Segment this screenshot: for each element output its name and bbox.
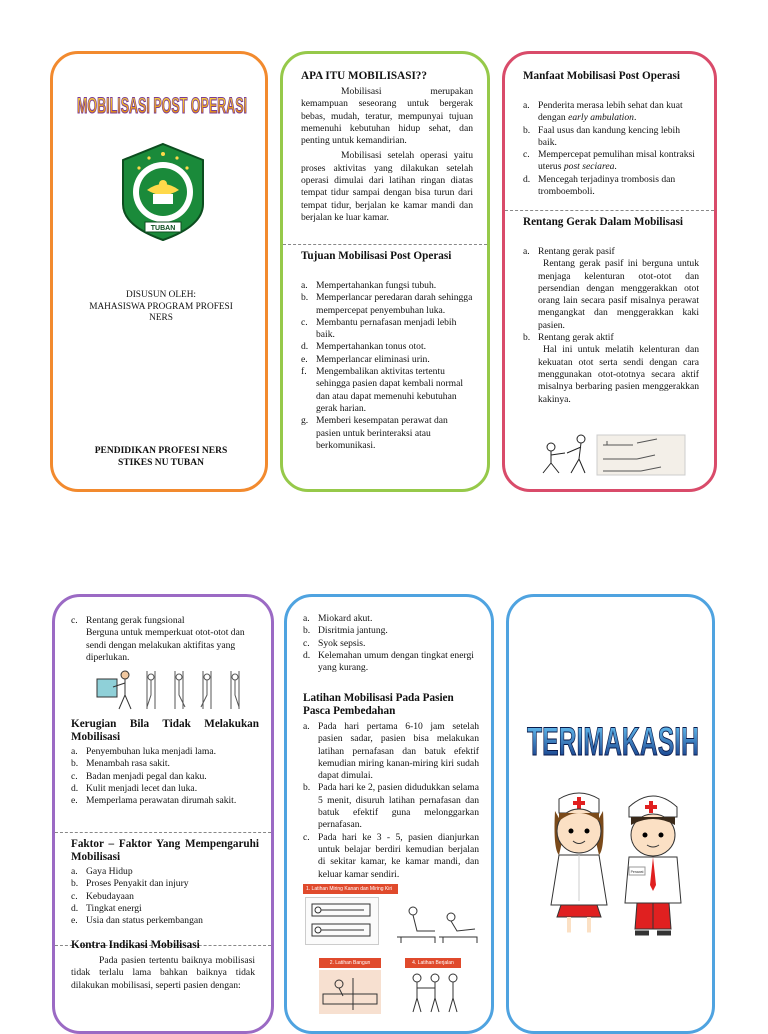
list-item: d. Kelemahan umum dengan tingkat energi yang kurang. bbox=[303, 649, 474, 674]
list-item: a. Penyembuhan luka menjadi lama. bbox=[71, 746, 217, 757]
exercise-illustration bbox=[395, 897, 479, 947]
fungsional-block bbox=[71, 615, 259, 664]
kontra-heading: Kontra Indikasi Mobilisasi bbox=[71, 939, 200, 951]
manfaat-heading: Manfaat Mobilisasi Post Operasi bbox=[523, 70, 680, 82]
list-item: g. Memberi kesempatan perawat dan pasien untuk berinteraksi atau berkomunikasi. bbox=[301, 415, 448, 451]
author-line: NERS bbox=[149, 313, 173, 323]
list-item: c. Kebudayaan bbox=[71, 890, 134, 902]
institution-line: PENDIDIKAN PROFESI NERS bbox=[94, 446, 228, 456]
list-item: b. Disritmia jantung. bbox=[303, 625, 388, 637]
definition-text bbox=[301, 86, 473, 224]
rentang-heading: Rentang Gerak Dalam Mobilisasi bbox=[523, 216, 684, 228]
tujuan-heading: Tujuan Mobilisasi Post Operasi bbox=[301, 250, 452, 262]
list-item: b. Proses Penyakit dan injury bbox=[71, 878, 189, 890]
list-item: a. Mempertahankan fungsi tubuh. bbox=[301, 280, 437, 291]
author-block bbox=[63, 290, 259, 325]
definition-panel bbox=[280, 51, 490, 492]
nurse-illustration bbox=[617, 789, 689, 939]
image-caption: 4. Latihan Berjalan bbox=[405, 958, 461, 968]
definition-heading: APA ITU MOBILISASI?? bbox=[301, 70, 427, 82]
cover-title: MOBILISASI POST OPERASI bbox=[77, 93, 248, 118]
list-item: c. Mempercepat pemulihan misal kontraksi uterus post seciarea. bbox=[523, 149, 695, 173]
closing-panel bbox=[506, 594, 715, 1034]
exercise-illustration bbox=[405, 970, 463, 1014]
list-item: a. Miokard akut. bbox=[303, 613, 373, 624]
section-divider bbox=[55, 832, 271, 833]
latihan-heading: Latihan Mobilisasi Pada Pasien Pasca Pembedahan bbox=[303, 692, 454, 717]
benefits-panel bbox=[502, 51, 717, 492]
rentang-list bbox=[523, 246, 699, 406]
school-logo bbox=[117, 142, 209, 242]
exercise-illustration bbox=[537, 429, 687, 479]
definition-para: Mobilisasi merupakan kemampuan seseorang untuk bergerak bebas, mudah, teratur, mempunyai tujuan memenuhi kebutuhan hidup sehat, dan penting untuk kemandirian. bbox=[301, 86, 473, 147]
list-item: a. Penderita merasa lebih sehat dan kuat dengan early ambulation. bbox=[523, 100, 683, 124]
list-item: e. Memperlancar eliminasi urin. bbox=[301, 353, 430, 365]
name-badge: Perawat bbox=[630, 870, 644, 874]
list-item: b. Memperlancar peredaran darah sehingga mempercepat penyembuhan luka. bbox=[301, 292, 473, 316]
manfaat-list bbox=[523, 100, 699, 198]
institution-line: STIKES NU TUBAN bbox=[118, 458, 204, 468]
list-item: a. Pada hari pertama 6-10 jam setelah pasien sadar, pasien bisa melakukan latihan pernafasan dan batuk efektif kemudian miring kanan-miring kiri sudah dapat dimulai. bbox=[303, 721, 479, 782]
kerugian-heading: Kerugian Bila Tidak Melakukan Mobilisasi bbox=[71, 718, 259, 743]
list-item: b. Rentang gerak aktif bbox=[523, 332, 614, 344]
list-item: b. Menambah rasa sakit. bbox=[71, 758, 170, 770]
author-line: DISUSUN OLEH: bbox=[126, 290, 196, 300]
list-item: d. Kulit menjadi lecet dan luka. bbox=[71, 782, 198, 794]
list-item: c. Badan menjadi pegal dan kaku. bbox=[71, 770, 207, 782]
exercise-illustration bbox=[319, 970, 381, 1014]
list-item: a. Gaya Hidup bbox=[71, 866, 133, 877]
functional-panel bbox=[52, 594, 274, 1034]
exercise-illustration bbox=[305, 897, 379, 945]
latihan-list bbox=[303, 721, 479, 881]
fungsional-text: Berguna untuk memperkuat otot-otot dan sendi dengan melakukan aktifitas yang diperlukan. bbox=[86, 627, 245, 663]
author-line: MAHASISWA PROGRAM PROFESI bbox=[89, 301, 233, 312]
list-item: d. Mempertahankan tonus otot. bbox=[301, 341, 427, 353]
list-item: c. Rentang gerak fungsional bbox=[71, 615, 185, 626]
list-item: c. Membantu pernafasan menjadi lebih baik. bbox=[301, 316, 457, 341]
list-item: e. Memperlama perawatan dirumah sakit. bbox=[71, 795, 237, 807]
faktor-list bbox=[71, 866, 259, 927]
svg-text:TUBAN: TUBAN bbox=[150, 225, 176, 232]
list-item: d. Tingkat energi bbox=[71, 902, 142, 914]
tujuan-list bbox=[301, 280, 473, 452]
thank-you-text: TERIMAKASIH bbox=[527, 720, 699, 764]
rentang-pasif-text: Rentang gerak pasif ini berguna untuk menjaga kelenturan otot-otot dan persendian dengan menggerakkan otot orang lain secara pasif misalnya perawat mengangkat dan menggerakkan kaki pasien. bbox=[538, 258, 699, 331]
kontra-list bbox=[303, 613, 477, 674]
list-item: c. Syok sepsis. bbox=[303, 637, 366, 649]
list-item: c. Pada hari ke 3 - 5, pasien dianjurkan untuk belajar berdiri kemudian berjalan di sekitar kamar, ke kamar mandi, dan keluar kamar sendiri. bbox=[303, 831, 479, 880]
list-item: e. Usia dan status perkembangan bbox=[71, 915, 203, 927]
definition-para: Mobilisasi setelah operasi yaitu proses aktivitas yang dilakukan setelah operasi dimulai dari latihan ringan diatas tempat tidur sampai dengan bisa turun dari tempat tidur, berjalan ke kamar mandi dan berjalan ke luar kamar. bbox=[301, 150, 473, 223]
faktor-heading: Faktor – Faktor Yang Mempengaruhi Mobilisasi bbox=[71, 838, 259, 863]
nurse-illustration bbox=[545, 789, 613, 939]
list-item: a. Rentang gerak pasif bbox=[523, 246, 615, 257]
section-divider bbox=[283, 244, 487, 245]
thank-you-wordart bbox=[523, 697, 703, 769]
cover-panel bbox=[50, 51, 268, 492]
cover-title-wordart bbox=[73, 80, 251, 124]
list-item: f. Mengembalikan aktivitas tertentu sehingga pasien dapat kembali normal dan atau dapat memenuhi kebutuhan gerak harian. bbox=[301, 366, 464, 414]
rentang-aktif-text: Hal ini untuk melatih kelenturan dan kekuatan otot serta sendi dengan cara menggunakan otot-ototnya secara aktif misalnya berbaring pasien menggerakkan kakinya. bbox=[538, 344, 699, 405]
image-caption: 1. Latihan Miring Kanan dan Miring Kiri bbox=[303, 884, 398, 894]
exercise-illustration bbox=[95, 665, 245, 713]
institution-block bbox=[63, 445, 259, 469]
section-divider bbox=[505, 210, 714, 211]
image-caption: 2. Latihan Bangun bbox=[319, 958, 381, 968]
kontra-text: Pada pasien tertentu baiknya mobilisasi tidak terlalu lama bahkan baiknya tidak dilakukan mobilisasi, seperti pasien dengan: bbox=[71, 955, 255, 991]
exercise-panel bbox=[284, 594, 494, 1034]
kerugian-list bbox=[71, 746, 259, 807]
list-item: d. Mencegah terjadinya trombosis dan tromboemboli. bbox=[523, 173, 676, 198]
list-item: b. Pada hari ke 2, pasien didudukkan selama 5 menit, disuruh latihan pernafasan dan batuk efektif guna melonggarkan pernafasan. bbox=[303, 782, 479, 831]
list-item: b. Faal usus dan kandung kencing lebih baik. bbox=[523, 124, 681, 148]
